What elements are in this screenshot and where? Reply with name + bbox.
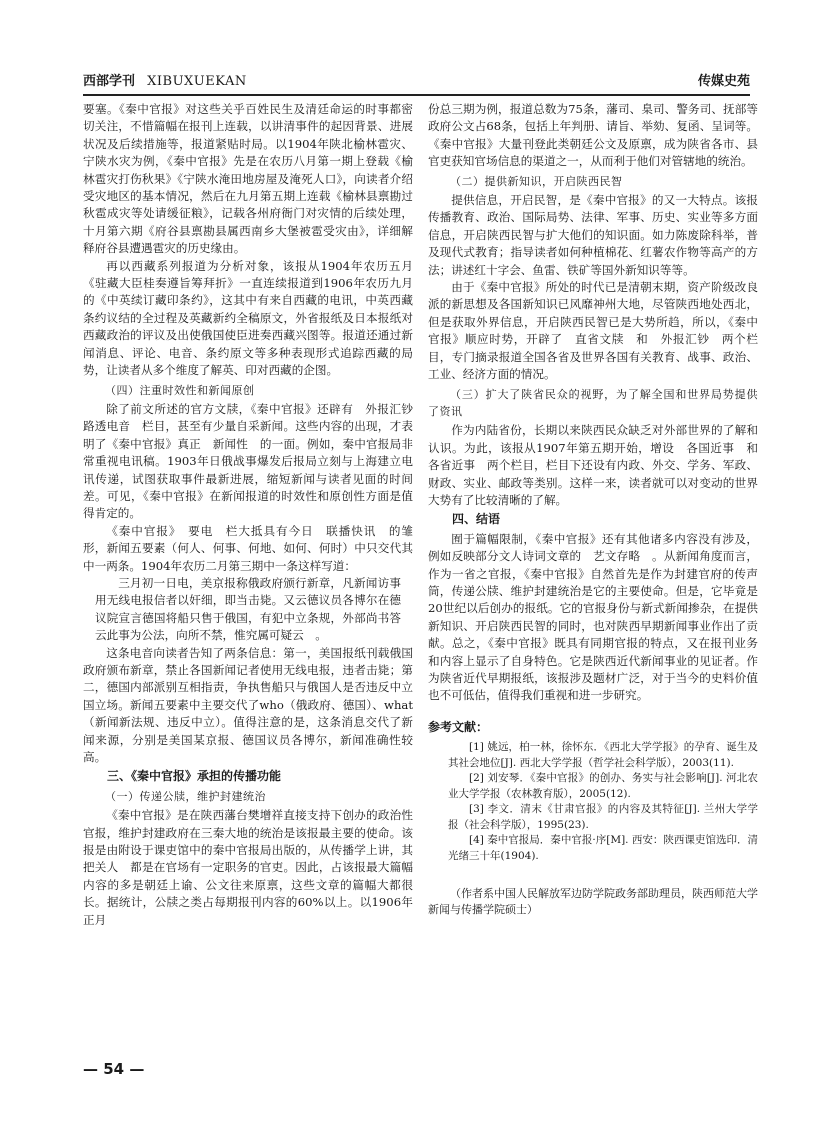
paragraph: 除了前文所述的官方文牍，《秦中官报》还辟有 外报汇钞 路透电音 栏目，甚至有少量自采新闻。这些内容的出现，才表明了《秦中官报》真正 新闻性 的一面。例如，秦中官报局非常重视电讯稿。1903年日俄战事爆发后报局立刻与上海建立电讯传递，试图获取事件最新进展，缩短新闻与读者见面的时间差。可见，《秦中官报》在新闻报道的时效性和原创性方面是值得肯定的。 [83,401,425,521]
reference-item: [4] 秦中官报局．秦中官报·序[M]. 西安：陕西课吏馆选印．清光绪三十年(1904). [448,834,758,862]
reference-item: [1] 姚远，柏一林，徐怀东．《西北大学学报》的孕育、诞生及其社会地位[J]. 西北大学学报（哲学社会科学版），2003(11). [448,741,758,769]
header-journal [83,70,247,89]
paragraph: 作为内陆省份，长期以来陕西民众缺乏对外部世界的了解和认识。为此，该报从1907年第五期开始，增设 各国近事 和 各省近事 两个栏目，栏目下还设有内政、外交、学务、军政、财政、实业、邮政等类别。这样一来，读者就可以对变动的世界大势有了比较清晰的了解。 [428,423,770,507]
running-header [83,60,750,96]
page-number: — 54 — [83,1060,145,1078]
paragraph: 这条电音向读者告知了两条信息：第一，美国报纸刊载俄国政府颁布新章，禁止各国新闻记者使用无线电报，违者击毙；第二，德国内部派别互相指责，争执售船只与俄国人是否违反中立国立场。新闻五要素中主要交代了who（俄政府、德国）、what（新闻新法规、违反中立）。值得注意的是，这条消息交代了新闻来源，分别是美国某京报、德国议员各博尔，新闻准确性较高。 [83,645,413,765]
references-heading: 参考文献： [428,719,489,734]
paragraph: 份总三期为例，报道总数为75条，藩司、臬司、警务司、抚部等政府公文占68条，包括上年判册、请旨、举劾、复函、呈词等。《秦中官报》大量刊登此类朝廷公文及原禀，成为陕省各市、县官吏获知官场信息的渠道之一，从而利于他们对管辖地的统治。 [428,102,758,169]
subsection-heading: （一）传递公牍，维护封建统治 [105,789,266,803]
section-heading: 四、结语 [452,512,501,527]
section-heading: 三、《秦中官报》承担的传播功能 [107,769,282,784]
journal-name: 西部学刊 [83,74,136,89]
paragraph: 囿于篇幅限制，《秦中官报》还有其他诸多内容没有涉及，例如反映部分文人诗词文章的 艺文存略 。从新闻角度而言，作为一省之官报，《秦中官报》自然首先是作为封建官府的传声筒，传递公牍、维护封建统治是它的主要使命。但是，它毕竟是20世纪以后创办的报纸。它的官报身份与新式新闻掺杂，在提供新知识、开启陕西民智的同时，也对陕西早期新闻事业作出了贡献。总之，《秦中官报》既具有同期官报的特点，又在报刊业务和内容上显示了自身特色。它是陕西近代新闻事业的见证者。作为陕省近代早期报纸，该报涉及题材广泛，对于当今的史料价值也不可低估，值得我们重视和进一步研究。 [428,531,758,703]
paragraph: 《秦中官报》是在陕西藩台樊增祥直接支持下创办的政治性官报，维护封建政府在三秦大地的统治是该报最主要的使命。该报是由附设于课吏馆中的秦中官报局出版的，从传播学上讲，其 把关人 都是在官场有一定职务的官吏。因此，占该报最大篇幅内容的多是朝廷上谕、公文往来原禀，这些文章的篇幅大都很长。据统计，公牍之类占每期报刊内容的60%以上。以1906年正月 [83,808,425,927]
block-quote: 三月初一日电，美京报称俄政府颁行新章，凡新闻访事用无线电报信者以奸细，即当击毙。又云德议员各博尔在德议院宣言德国将船只售于俄国，有犯中立条规，外部尚书答云此事为公法，向所不禁，惟究属可疑云 。 [95,575,401,643]
left-column [83,101,425,929]
subsection-heading: （三）扩大了陕省民众的视野，为了解全国和世界局势提供了资讯 [428,387,758,418]
reference-item: [2] 刘安琴．《秦中官报》的创办、务实与社会影响[J]. 河北农业大学学报（农林教育版），2005(12). [448,772,758,800]
paragraph: 提供信息，开启民智，是《秦中官报》的又一大特点。该报传播教育、政治、国际局势、法律、军事、历史、实业等多方面信息，开启陕西民智与扩大他们的知识面。如力陈废除科举，普及现代式教育；指导读者如何种植棉花、红薯农作物等高产的方法；讲述红十字会、鱼雷、铁矿等国外新知识等等。 [428,193,758,277]
subsection-heading: （二）提供新知识，开启陕西民智 [450,174,623,188]
paragraph: 《秦中官报》 要电 栏大抵具有今日 联播快讯 的雏形，新闻五要素（何人、何事、何地、如何、何时）中只交代其中一两条。1904年农历二月第三期中一条这样写道： [83,523,413,573]
subsection-heading: （四）注重时效性和新闻原创 [105,383,255,397]
paragraph: 再以西藏系列报道为分析对象，该报从1904年农历五月《驻藏大臣桂奏遵旨筹拜折》一直连续报道到1906年农历九月的《中英续订藏印条约》，这其中有来自西藏的电讯，中英西藏条约议结的全过程及英藏新约全稿原文，外省报纸及日本报纸对西藏政治的评议及出使俄国使臣进奏西藏兴图等。报道还通过新闻消息、评论、电音、条约原文等多种表现形式追踪西藏的局势，让读者从多个维度了解英、印对西藏的企图。 [83,258,413,378]
reference-item: [3] 李文．清末《甘肃官报》的内容及其特征[J]. 兰州大学学报（社会科学版），1995(23). [448,803,758,831]
paragraph: 由于《秦中官报》所处的时代已是清朝末期，资产阶级改良派的新思想及各国新知识已风靡神州大地，尽管陕西地处西北，但是获取外界信息，开启陕西民智已是大势所趋，所以，《秦中官报》顺应时势，开辟了 直省文牍 和 外报汇钞 两个栏目，专门摘录报道全国各省及世界各国有关教育、战事、政治、工业、经济方面的情况。 [428,280,758,382]
paragraph: 要塞。《秦中官报》对这些关乎百姓民生及清廷命运的时事都密切关注，不惜篇幅在报刊上连载，以讲清事件的起因背景、进展状况及后续措施等，报道紧贴时局。以1904年陕北榆林雹灾、宁陕水灾为例，《秦中官报》先是在农历八月第一期上登载《榆林雹灾打伤秋果》《宁陕水淹田地房屋及淹死人口》，向读者介绍受灾地区的基本情况，然后在九月第五期上连载《榆林县禀勘过秋雹成灾等处请缓征粮》，记载各州府衙门对灾情的后续处理，十月第六期《府谷县禀勘县属西南乡大堡被雹受灾由》，详细解释府谷县遭遇雹灾的历史缘由。 [83,102,413,256]
author-note: （作者系中国人民解放军边防学院政务部助理员，陕西师范大学新闻与传播学院硕士） [428,887,758,917]
section-name: 传媒史苑 [697,74,750,89]
journal-pinyin: XIBUXUEKAN [147,74,247,89]
right-column [428,101,770,918]
